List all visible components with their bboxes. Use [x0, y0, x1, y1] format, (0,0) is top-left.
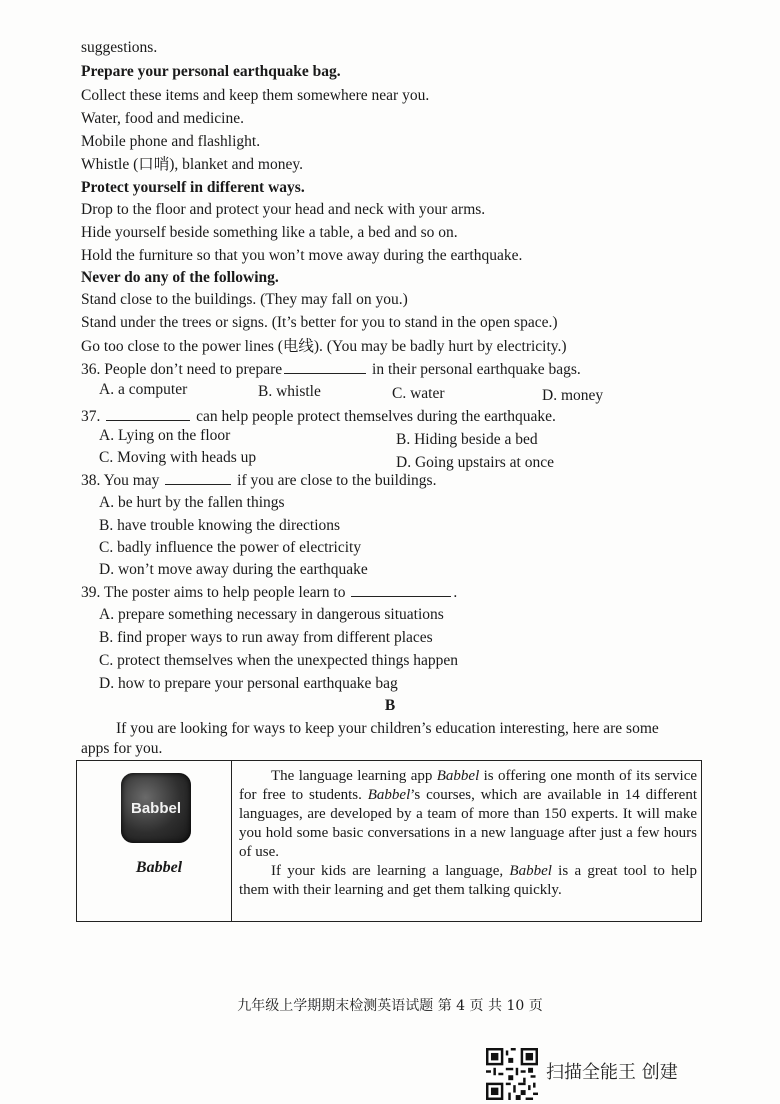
app-name-inline: Babbel	[436, 768, 480, 784]
section-b-intro-cont: apps for you.	[81, 740, 163, 757]
option-c: C. badly influence the power of electricity	[99, 539, 362, 556]
option-d: D. Going upstairs at once	[396, 454, 554, 471]
list-item: Hold the furniture so that you won’t move away during the earthquake.	[81, 247, 523, 264]
question-37	[81, 406, 556, 427]
answer-blank[interactable]	[284, 359, 366, 374]
question-38-stem-end: if you are close to the buildings.	[237, 472, 437, 489]
question-38	[81, 470, 436, 491]
question-36-stem: 36. People don’t need to prepare	[81, 361, 283, 378]
question-37-stem: can help people protect themselves during the earthquake.	[196, 408, 556, 425]
option-c: C. Moving with heads up	[99, 449, 257, 466]
table-divider	[231, 761, 232, 921]
question-37-number: 37.	[81, 408, 101, 425]
option-b: B. find proper ways to run away from different places	[99, 629, 433, 646]
question-39	[81, 582, 457, 603]
section-b-intro: If you are looking for ways to keep your children’s education interesting, here are some	[116, 720, 659, 737]
question-36	[81, 359, 581, 380]
list-item: Whistle (口哨), blanket and money.	[81, 156, 303, 173]
heading-never-do: Never do any of the following.	[81, 269, 279, 286]
list-item: Drop to the floor and protect your head and neck with your arms.	[81, 201, 486, 218]
list-item: Stand under the trees or signs. (It’s better for you to stand in the open space.)	[81, 314, 558, 331]
qr-code-icon	[486, 1048, 538, 1100]
option-a: A. be hurt by the fallen things	[99, 494, 285, 511]
option-d: D. won’t move away during the earthquake	[99, 561, 368, 578]
answer-blank[interactable]	[165, 470, 231, 485]
question-36-stem-end: in their personal earthquake bags.	[372, 361, 581, 378]
question-38-stem: 38. You may	[81, 472, 160, 489]
app-description	[239, 767, 697, 900]
option-d: D. money	[542, 387, 604, 404]
option-b: B. Hiding beside a bed	[396, 431, 538, 448]
answer-blank[interactable]	[106, 406, 190, 421]
app-paragraph-1: The language learning app Babbel is offering one month of its service for free to students. Babbel’s courses, which are available in 14 different languages, are developed by a team of more than 150 experts. It will make you hold some basic conversations in a new language after just a few hours of use.	[239, 768, 698, 860]
app-name-inline: Babbel	[367, 787, 411, 803]
heading-earthquake-bag: Prepare your personal earthquake bag.	[81, 63, 341, 80]
app-paragraph-2: If your kids are learning a language, Babbel is a great tool to help them with their learning and get them talking quickly.	[239, 863, 698, 898]
scanner-watermark: 扫描全能王 创建	[546, 1062, 678, 1083]
app-name: Babbel	[135, 859, 183, 876]
app-name-inline: Babbel	[509, 863, 552, 879]
section-b-label: B	[384, 697, 396, 714]
option-d: D. how to prepare your personal earthquake bag	[99, 675, 398, 692]
lead-text: suggestions.	[81, 39, 158, 56]
answer-blank[interactable]	[351, 582, 451, 597]
question-39-stem-end: .	[453, 584, 458, 601]
logo-text: Babbel	[130, 799, 181, 817]
option-c: C. water	[392, 385, 445, 402]
page-footer: 九年级上学期期末检测英语试题 第 4 页 共 10 页	[237, 998, 543, 1014]
question-39-stem: 39. The poster aims to help people learn to	[81, 584, 346, 601]
list-item: Stand close to the buildings. (They may fall on you.)	[81, 291, 408, 308]
list-item: Water, food and medicine.	[81, 110, 244, 127]
app-table	[76, 760, 702, 922]
option-a: A. prepare something necessary in dangerous situations	[99, 606, 444, 623]
heading-protect-yourself: Protect yourself in different ways.	[81, 179, 305, 196]
option-b: B. have trouble knowing the directions	[99, 517, 341, 534]
option-c: C. protect themselves when the unexpected things happen	[99, 652, 458, 669]
list-item: Hide yourself beside something like a table, a bed and so on.	[81, 224, 458, 241]
option-b: B. whistle	[258, 383, 321, 400]
list-item: Mobile phone and flashlight.	[81, 133, 261, 150]
list-item: Go too close to the power lines (电线). (You may be badly hurt by electricity.)	[81, 338, 567, 355]
babbel-logo-icon	[121, 773, 191, 843]
option-a: A. Lying on the floor	[99, 427, 231, 444]
option-a: A. a computer	[99, 381, 188, 398]
list-item: Collect these items and keep them somewhere near you.	[81, 87, 430, 104]
